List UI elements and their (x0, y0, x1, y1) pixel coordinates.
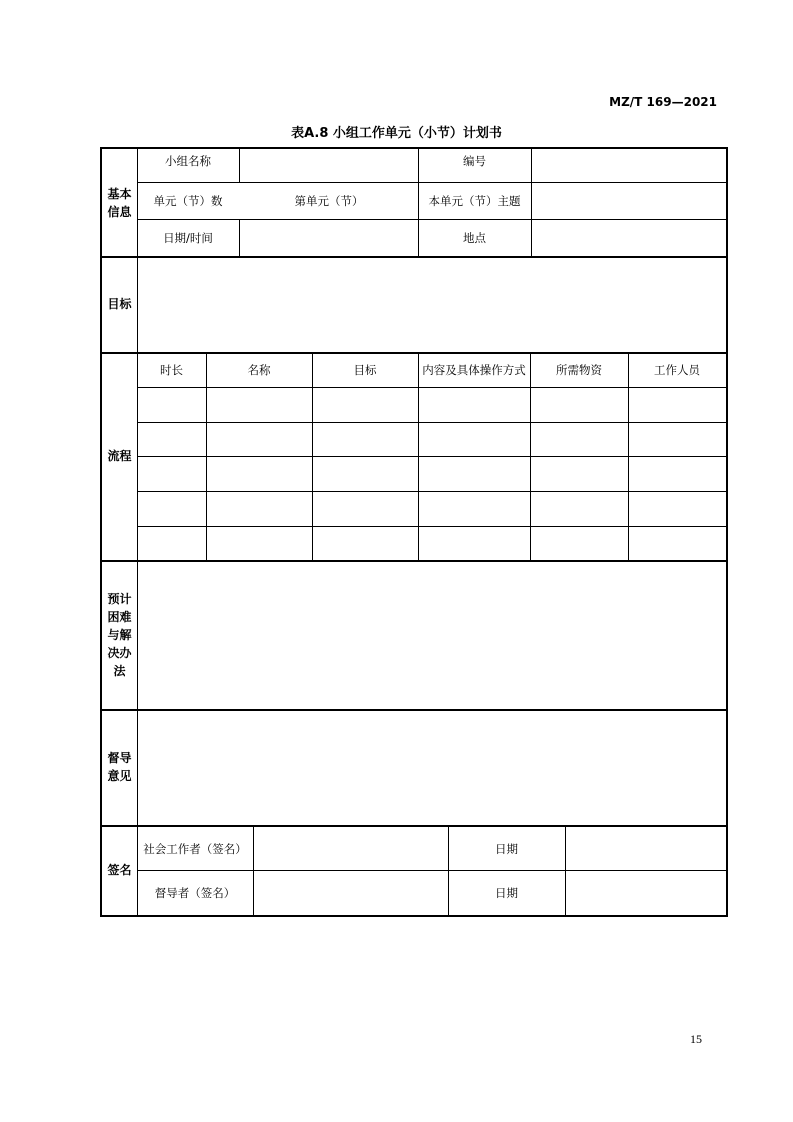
col-content: 内容及具体操作方式 (422, 362, 526, 377)
section-supervision (102, 709, 137, 825)
group-name-label: 小组名称 (165, 154, 211, 168)
supervisor-sign-label: 督导者（签名） (154, 886, 236, 900)
table-title: 表A.8 小组工作单元（小节）计划书 (291, 126, 502, 141)
supervisor-sign-field[interactable] (254, 871, 448, 915)
number-label: 编号 (463, 154, 486, 168)
section-basic-info-label: 基本信息 (107, 186, 132, 219)
table-row[interactable] (138, 527, 726, 560)
section-supervision-label: 督导意见 (107, 751, 132, 783)
standard-code: MZ/T 169—2021 (609, 95, 717, 109)
section-signature-label: 签名 (107, 863, 132, 877)
table-row[interactable] (138, 492, 726, 526)
supervision-field[interactable] (138, 711, 726, 825)
session-index-label[interactable]: 第单元（节） (294, 193, 364, 208)
social-worker-sign-label: 社会工作者（签名） (143, 841, 247, 856)
date-label-1: 日期 (495, 841, 518, 856)
col-materials: 所需物资 (556, 362, 602, 377)
section-difficulties (102, 560, 137, 709)
group-name-field[interactable] (240, 149, 418, 182)
datetime-field[interactable] (240, 219, 418, 256)
table-row[interactable] (138, 457, 726, 491)
date-field-1[interactable] (566, 827, 726, 870)
number-field[interactable] (532, 149, 726, 182)
table-row[interactable] (138, 423, 726, 456)
section-signature (102, 825, 137, 915)
datetime-label: 日期/时间 (163, 230, 213, 245)
session-theme-label: 本单元（节）主题 (428, 193, 521, 208)
col-staff: 工作人员 (654, 362, 700, 377)
social-worker-sign-field[interactable] (254, 827, 448, 870)
section-basic-info (102, 149, 137, 256)
session-theme-field[interactable] (532, 182, 726, 219)
section-difficulties-label: 预计困难与解决办法 (107, 591, 132, 678)
location-label: 地点 (463, 230, 486, 245)
section-goal (102, 256, 137, 352)
date-field-2[interactable] (566, 871, 726, 915)
page-number: 15 (690, 1032, 702, 1046)
location-field[interactable] (532, 219, 726, 256)
plan-form (100, 147, 728, 917)
col-duration: 时长 (160, 362, 183, 377)
col-goal: 目标 (353, 362, 377, 377)
col-name: 名称 (247, 362, 271, 377)
section-process (102, 352, 137, 560)
date-label-2: 日期 (495, 886, 518, 900)
table-row[interactable] (138, 388, 726, 422)
difficulties-field[interactable] (138, 562, 726, 709)
session-count-label: 单元（节）数 (153, 193, 223, 208)
goal-field[interactable] (138, 258, 726, 352)
section-process-label: 流程 (107, 449, 132, 463)
section-goal-label: 目标 (107, 297, 132, 311)
